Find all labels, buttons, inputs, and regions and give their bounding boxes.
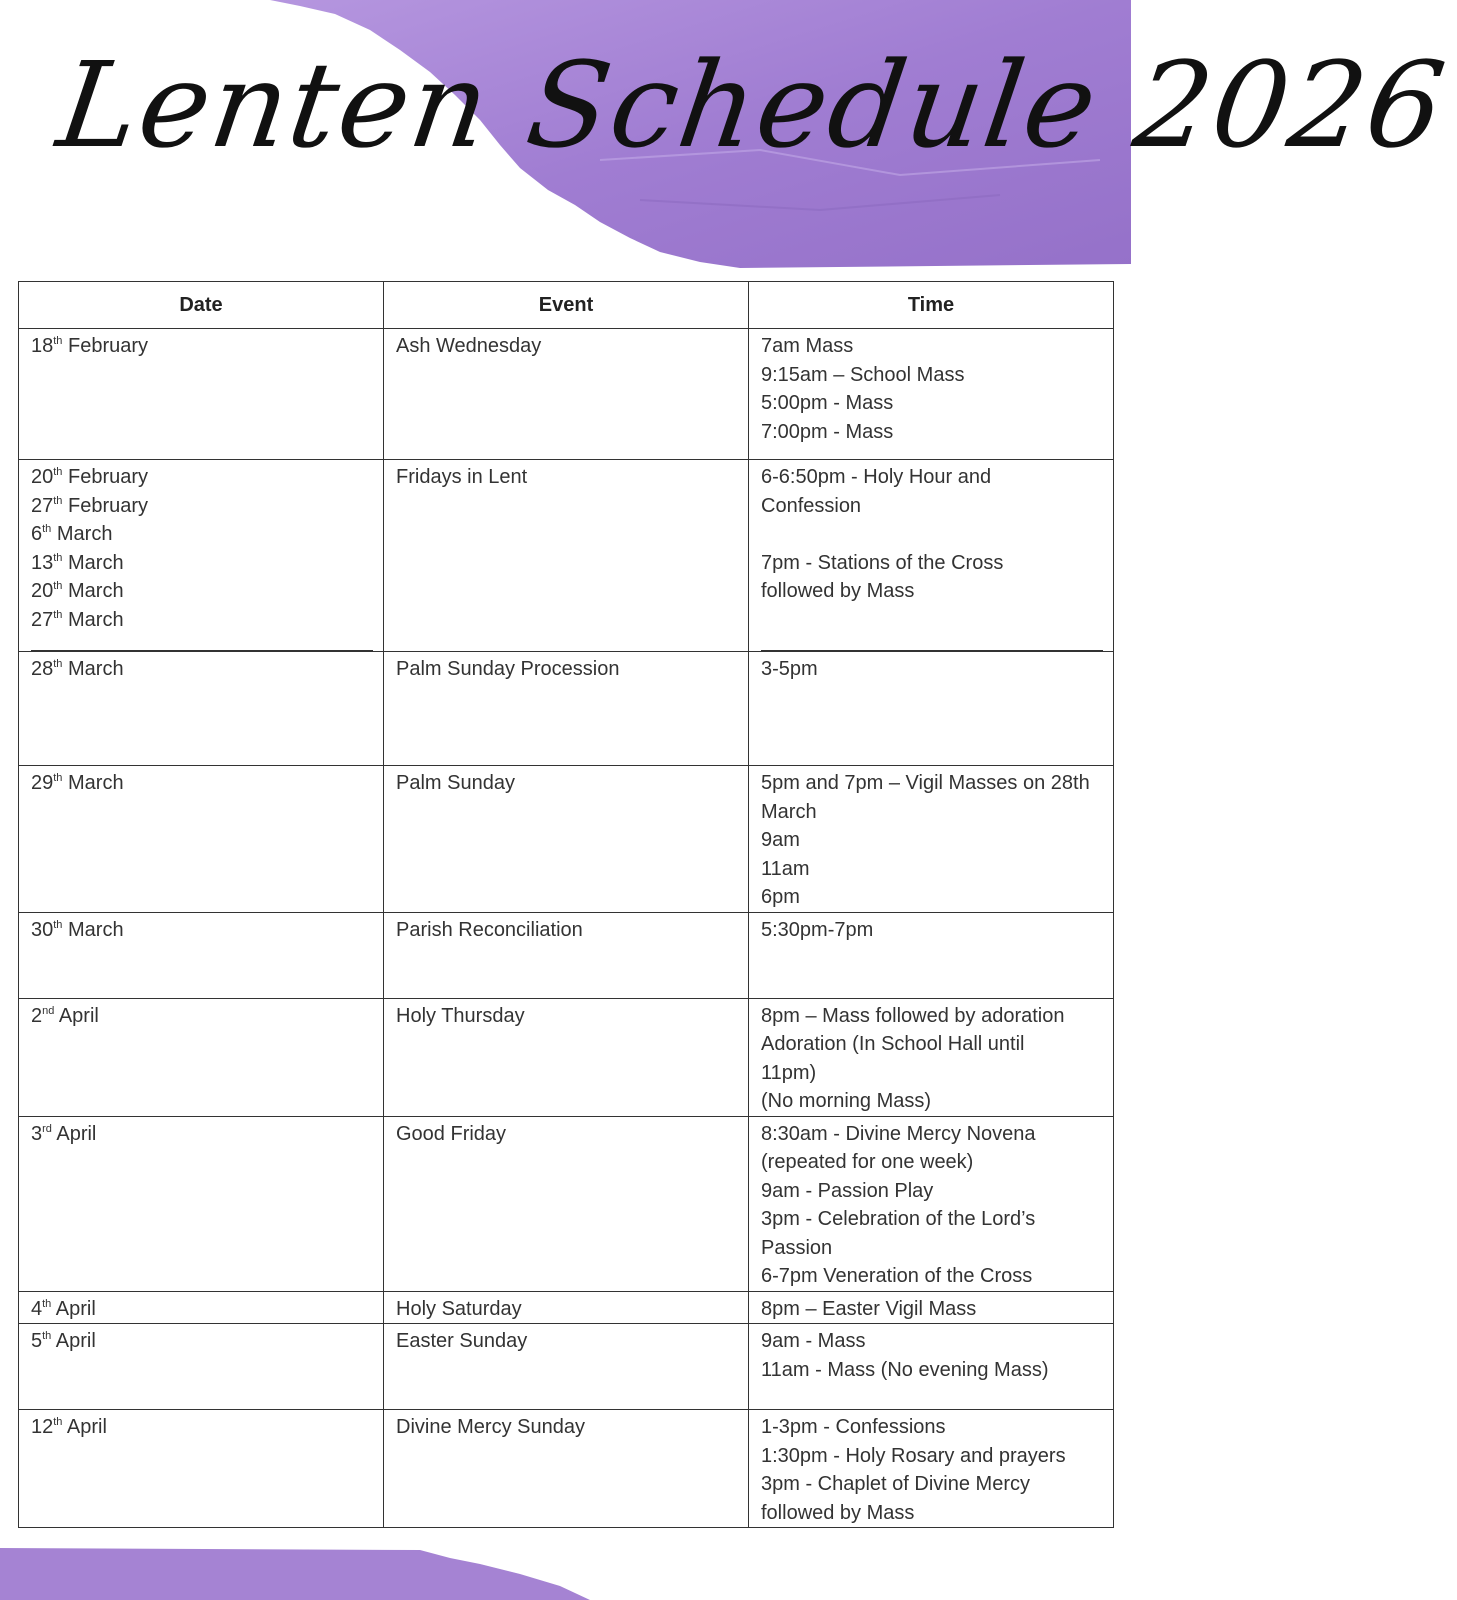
time-cell <box>749 329 1114 460</box>
date-ordinal-suffix: th <box>53 551 63 564</box>
column-header-event: Event <box>384 282 749 329</box>
table-row <box>19 1410 1114 1528</box>
column-header-date: Date <box>19 282 384 329</box>
event-name: Divine Mercy Sunday <box>396 1416 585 1438</box>
time-line: 5:00pm - Mass <box>761 392 894 414</box>
time-line: followed by Mass <box>761 580 915 602</box>
table-header-row <box>19 282 1114 329</box>
date-ordinal-suffix: th <box>53 772 63 784</box>
date-line <box>31 332 373 361</box>
time-line: 11am <box>761 857 810 880</box>
date-ordinal-suffix: th <box>53 658 63 670</box>
page-title: Lenten Schedule 2026 <box>50 36 1455 174</box>
table-row <box>19 1116 1114 1291</box>
time-line: 8:30am - Divine Mercy Novena <box>761 1122 1036 1145</box>
date-month: March <box>62 772 124 794</box>
date-line <box>31 577 373 606</box>
time-cell <box>749 652 1114 766</box>
event-cell <box>384 912 749 998</box>
event-cell <box>384 1324 749 1410</box>
date-cell <box>19 329 384 460</box>
date-ordinal-suffix: nd <box>42 1004 55 1017</box>
table-row <box>19 1291 1114 1324</box>
date-month: February <box>62 335 149 357</box>
date-line <box>31 606 373 635</box>
date-cell <box>19 1410 384 1528</box>
date-line <box>31 769 373 798</box>
date-line <box>31 916 373 945</box>
date-day: 20 <box>31 580 54 602</box>
date-cell <box>19 1324 384 1410</box>
date-day: 20 <box>31 466 54 488</box>
time-line: 7am Mass <box>761 335 854 357</box>
date-line <box>31 1327 373 1356</box>
date-day: 30 <box>31 918 54 941</box>
date-ordinal-suffix: th <box>53 466 63 478</box>
time-cell <box>749 766 1114 913</box>
date-cell <box>19 912 384 998</box>
date-line <box>31 655 373 684</box>
date-month: April <box>51 1330 96 1352</box>
date-ordinal-suffix: th <box>53 580 63 592</box>
date-day: 29 <box>31 772 54 794</box>
time-line: 3-5pm <box>761 658 818 680</box>
time-line: Confession <box>761 494 862 517</box>
date-month: February <box>62 466 149 488</box>
date-cell <box>19 766 384 913</box>
time-line: 7:00pm - Mass <box>761 420 894 443</box>
date-cell <box>19 1291 384 1324</box>
date-day: 27 <box>31 608 54 631</box>
column-header-time: Time <box>749 282 1114 329</box>
time-line: 8pm – Easter Vigil Mass <box>761 1297 977 1320</box>
date-day: 3 <box>31 1122 43 1145</box>
time-line: followed by Mass <box>761 1501 915 1524</box>
date-day: 4 <box>31 1297 43 1320</box>
time-line: 7pm - Stations of the Cross <box>761 551 1004 574</box>
time-line: (No morning Mass) <box>761 1090 932 1112</box>
time-cell <box>749 460 1114 652</box>
time-line: 11pm) <box>761 1061 817 1084</box>
date-day: 5 <box>31 1330 43 1352</box>
time-line: 1-3pm - Confessions <box>761 1416 946 1438</box>
date-line <box>31 1002 373 1031</box>
table-row <box>19 652 1114 766</box>
date-month: April <box>62 1416 107 1438</box>
date-month: March <box>62 551 124 574</box>
time-line: March <box>761 800 817 823</box>
time-line: 5:30pm-7pm <box>761 918 874 941</box>
time-line: 11am - Mass (No evening Mass) <box>761 1358 1049 1381</box>
time-line: 9:15am – School Mass <box>761 363 965 386</box>
time-line: 9am - Passion Play <box>761 1179 934 1202</box>
table-row <box>19 766 1114 913</box>
table-row <box>19 460 1114 652</box>
schedule-table <box>18 281 1114 1528</box>
event-name: Holy Saturday <box>396 1297 522 1320</box>
event-cell <box>384 998 749 1116</box>
time-line: 6-6:50pm - Holy Hour and <box>761 466 992 488</box>
time-cell <box>749 1324 1114 1410</box>
time-line: Adoration (In School Hall until <box>761 1033 1025 1055</box>
date-line <box>31 1120 373 1149</box>
date-line <box>31 492 373 521</box>
date-ordinal-suffix: th <box>42 523 52 535</box>
time-line: Passion <box>761 1236 833 1259</box>
purple-paint-banner-bottom <box>0 1540 1131 1600</box>
date-cell <box>19 998 384 1116</box>
event-cell <box>384 766 749 913</box>
date-line <box>31 549 373 578</box>
date-day: 27 <box>31 494 54 517</box>
time-line: 6-7pm Veneration of the Cross <box>761 1265 1033 1287</box>
time-cell <box>749 1116 1114 1291</box>
time-line <box>761 520 1103 549</box>
date-ordinal-suffix: th <box>53 335 63 347</box>
event-cell <box>384 1291 749 1324</box>
date-line <box>31 520 373 549</box>
date-ordinal-suffix: th <box>53 1416 63 1428</box>
time-line: 8pm – Mass followed by adoration <box>761 1004 1065 1027</box>
event-cell <box>384 1410 749 1528</box>
event-cell <box>384 1116 749 1291</box>
event-name: Palm Sunday <box>396 772 515 794</box>
event-cell <box>384 329 749 460</box>
time-cell <box>749 998 1114 1116</box>
date-ordinal-suffix: th <box>42 1330 52 1342</box>
time-line: 9am <box>761 829 800 851</box>
event-name: Ash Wednesday <box>396 335 542 357</box>
event-name: Good Friday <box>396 1122 507 1145</box>
table-row <box>19 998 1114 1116</box>
date-cell <box>19 652 384 766</box>
time-cell <box>749 1291 1114 1324</box>
date-month: March <box>62 608 124 631</box>
date-month: March <box>62 918 124 941</box>
table-row <box>19 329 1114 460</box>
time-line: 3pm - Chaplet of Divine Mercy <box>761 1473 1030 1495</box>
table-row <box>19 1324 1114 1410</box>
date-day: 28 <box>31 658 54 680</box>
time-cell <box>749 1410 1114 1528</box>
date-ordinal-suffix: th <box>53 918 63 931</box>
date-month: April <box>51 1297 96 1320</box>
event-name: Parish Reconciliation <box>396 918 583 941</box>
date-line <box>31 1413 373 1442</box>
time-line: 5pm and 7pm – Vigil Masses on 28th <box>761 772 1090 794</box>
schedule-rows <box>19 329 1114 1528</box>
date-day: 2 <box>31 1004 43 1027</box>
date-day: 12 <box>31 1416 54 1438</box>
event-name: Palm Sunday Procession <box>396 658 620 680</box>
date-ordinal-suffix: th <box>42 1297 52 1310</box>
event-name: Easter Sunday <box>396 1330 528 1352</box>
date-month: April <box>51 1122 97 1145</box>
event-name: Fridays in Lent <box>396 466 528 488</box>
date-line <box>31 1295 373 1324</box>
event-name: Holy Thursday <box>396 1004 525 1027</box>
date-cell <box>19 460 384 652</box>
time-line: 3pm - Celebration of the Lord’s <box>761 1208 1036 1230</box>
event-cell <box>384 460 749 652</box>
date-month: March <box>62 580 124 602</box>
date-line <box>31 463 373 492</box>
time-line: 6pm <box>761 886 800 908</box>
date-month: March <box>51 523 113 545</box>
event-cell <box>384 652 749 766</box>
date-ordinal-suffix: th <box>53 608 63 621</box>
date-day: 6 <box>31 523 43 545</box>
time-line: 9am - Mass <box>761 1330 866 1352</box>
date-month: April <box>54 1004 99 1027</box>
date-day: 18 <box>31 335 54 357</box>
date-cell <box>19 1116 384 1291</box>
date-ordinal-suffix: th <box>53 494 63 507</box>
time-line: (repeated for one week) <box>761 1151 974 1173</box>
time-line: 1:30pm - Holy Rosary and prayers <box>761 1444 1066 1467</box>
date-month: March <box>62 658 124 680</box>
inner-divider <box>761 650 1103 651</box>
time-cell <box>749 912 1114 998</box>
date-day: 13 <box>31 551 54 574</box>
table-row <box>19 912 1114 998</box>
date-ordinal-suffix: rd <box>42 1122 52 1135</box>
date-month: February <box>62 494 149 517</box>
